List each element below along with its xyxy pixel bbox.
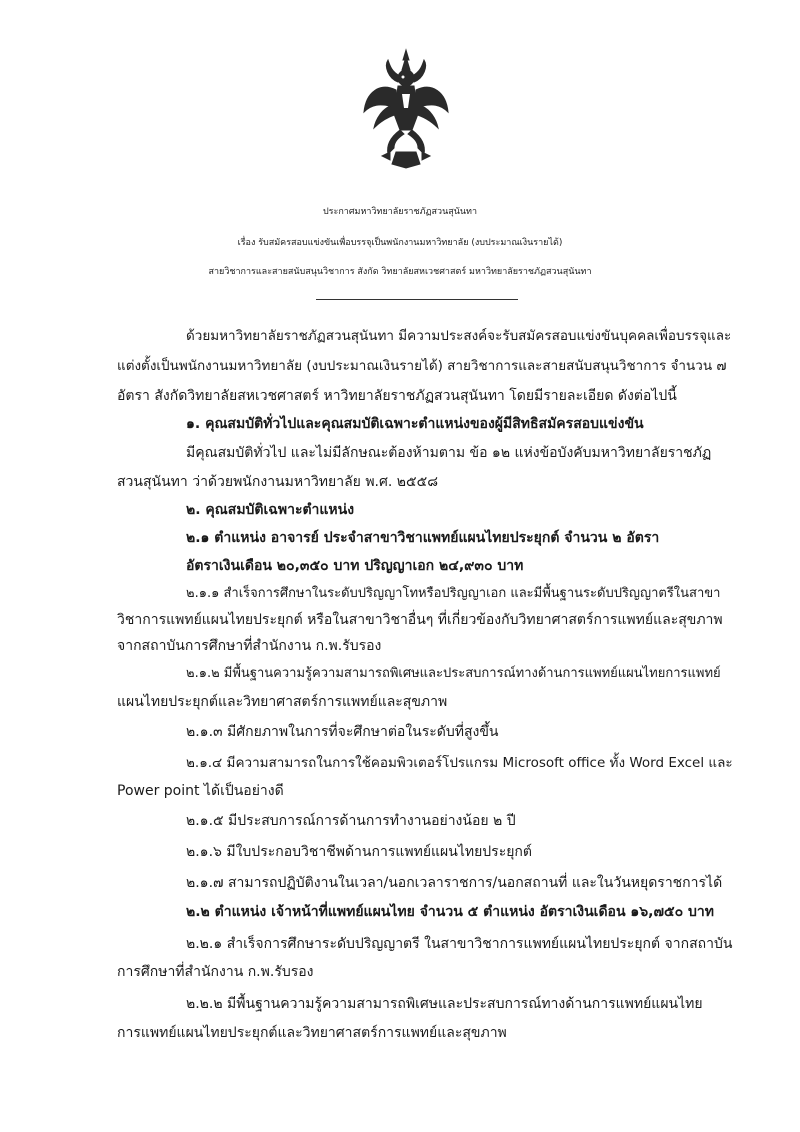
section-2-1-heading: ๒.๑ ตำแหน่ง อาจารย์ ประจำสาขาวิชาแพทย์แผนไทยประยุกต์ จำนวน ๒ อัตรา: [186, 530, 660, 546]
section-2-1-salary: อัตราเงินเดือน ๒๐,๓๕๐ บาท ปริญญาเอก ๒๔,๙๓๐ บาท: [186, 558, 524, 574]
garuda-emblem-icon: [360, 48, 452, 170]
intro-line-2: แต่งตั้งเป็นพนักงานมหาวิทยาลัย (งบประมาณเงินรายได้) สายวิชาการและสายสนับสนุนวิชาการ จำนวน ๗: [117, 358, 727, 374]
section-2-heading: ๒. คุณสมบัติเฉพาะตำแหน่ง: [186, 502, 355, 518]
item-2-2-2-line-1: ๒.๒.๒ มีพื้นฐานความรู้ความสามารถพิเศษและประสบการณ์ทางด้านการแพทย์แผนไทย: [186, 996, 703, 1012]
item-2-1-6: ๒.๑.๖ มีใบประกอบวิชาชีพด้านการแพทย์แผนไทยประยุกต์: [186, 844, 532, 860]
item-2-2-2-line-2: การแพทย์แผนไทยประยุกต์และวิทยาศาสตร์การแพทย์และสุขภาพ: [117, 1025, 507, 1041]
item-2-1-7: ๒.๑.๗ สามารถปฏิบัติงานในเวลา/นอกเวลาราชการ/นอกสถานที่ และในวันหยุดราชการได้: [186, 875, 723, 891]
header-divider: [316, 299, 518, 300]
item-2-1-4-line-1: ๒.๑.๔ มีความสามารถในการใช้คอมพิวเตอร์โปรแกรม Microsoft office ทั้ง Word Excel และ: [186, 755, 733, 771]
item-2-1-4-line-2: Power point ได้เป็นอย่างดี: [117, 783, 284, 799]
item-2-1-2-line-1: ๒.๑.๒ มีพื้นฐานความรู้ความสามารถพิเศษและประสบการณ์ทางด้านการแพทย์แผนไทยการแพทย์: [186, 666, 721, 681]
item-2-2-1-line-2: การศึกษาที่สำนักงาน ก.พ.รับรอง: [117, 964, 314, 980]
item-2-2-1-line-1: ๒.๒.๑ สำเร็จการศึกษาระดับปริญญาตรี ในสาขาวิชาการแพทย์แผนไทยประยุกต์ จากสถาบัน: [186, 936, 733, 952]
intro-line-3: อัตรา สังกัดวิทยาลัยสหเวชศาสตร์ หาวิทยาลัยราชภัฏสวนสุนันทา โดยมีรายละเอียด ดังต่อไปนี้: [117, 388, 677, 404]
item-2-1-2-line-2: แผนไทยประยุกต์และวิทยาศาสตร์การแพทย์และสุขภาพ: [117, 694, 448, 710]
section-1-text-2: สวนสุนันทา ว่าด้วยพนักงานมหาวิทยาลัย พ.ศ. ๒๕๕๘: [117, 474, 439, 490]
section-1-heading: ๑. คุณสมบัติทั่วไปและคุณสมบัติเฉพาะตำแหน่งของผู้มีสิทธิสมัครสอบแข่งขัน: [186, 416, 644, 432]
intro-line-1: ด้วยมหาวิทยาลัยราชภัฏสวนสุนันทา มีความประสงค์จะรับสมัครสอบแข่งขันบุคคลเพื่อบรรจุและ: [186, 328, 732, 344]
section-2-2-heading: ๒.๒ ตำแหน่ง เจ้าหน้าที่แพทย์แผนไทย จำนวน ๕ ตำแหน่ง อัตราเงินเดือน ๑๖,๗๕๐ บาท: [186, 904, 715, 920]
item-2-1-1-line-1: ๒.๑.๑ สำเร็จการศึกษาในระดับปริญญาโทหรือปริญญาเอก และมีพื้นฐานระดับปริญญาตรีในสาขา: [186, 586, 721, 601]
item-2-1-3: ๒.๑.๓ มีศักยภาพในการที่จะศึกษาต่อในระดับที่สูงขึ้น: [186, 724, 499, 740]
announcement-title: ประกาศมหาวิทยาลัยราชภัฏสวนสุนันทา: [322, 207, 478, 217]
item-2-1-1-line-2: วิชาการแพทย์แผนไทยประยุกต์ หรือในสาขาวิชาอื่นๆ ที่เกี่ยวข้องกับวิทยาศาสตร์การแพทย์และสุขภาพ: [117, 612, 723, 628]
announcement-subtitle: สายวิชาการและสายสนับสนุนวิชาการ สังกัด วิทยาลัยสหเวชศาสตร์ มหาวิทยาลัยราชภัฏสวนสุนันทา: [208, 267, 592, 277]
item-2-1-5: ๒.๑.๕ มีประสบการณ์การด้านการทำงานอย่างน้อย ๒ ปี: [186, 813, 516, 829]
item-2-1-1-line-3: จากสถาบันการศึกษาที่สำนักงาน ก.พ.รับรอง: [117, 638, 382, 654]
section-1-text-1: มีคุณสมบัติทั่วไป และไม่มีลักษณะต้องห้ามตาม ข้อ ๑๒ แห่งข้อบังคับมหาวิทยาลัยราชภัฏ: [186, 445, 712, 461]
announcement-subject: เรื่อง รับสมัครสอบแข่งขันเพื่อบรรจุเป็นพนักงานมหาวิทยาลัย (งบประมาณเงินรายได้): [237, 238, 563, 248]
